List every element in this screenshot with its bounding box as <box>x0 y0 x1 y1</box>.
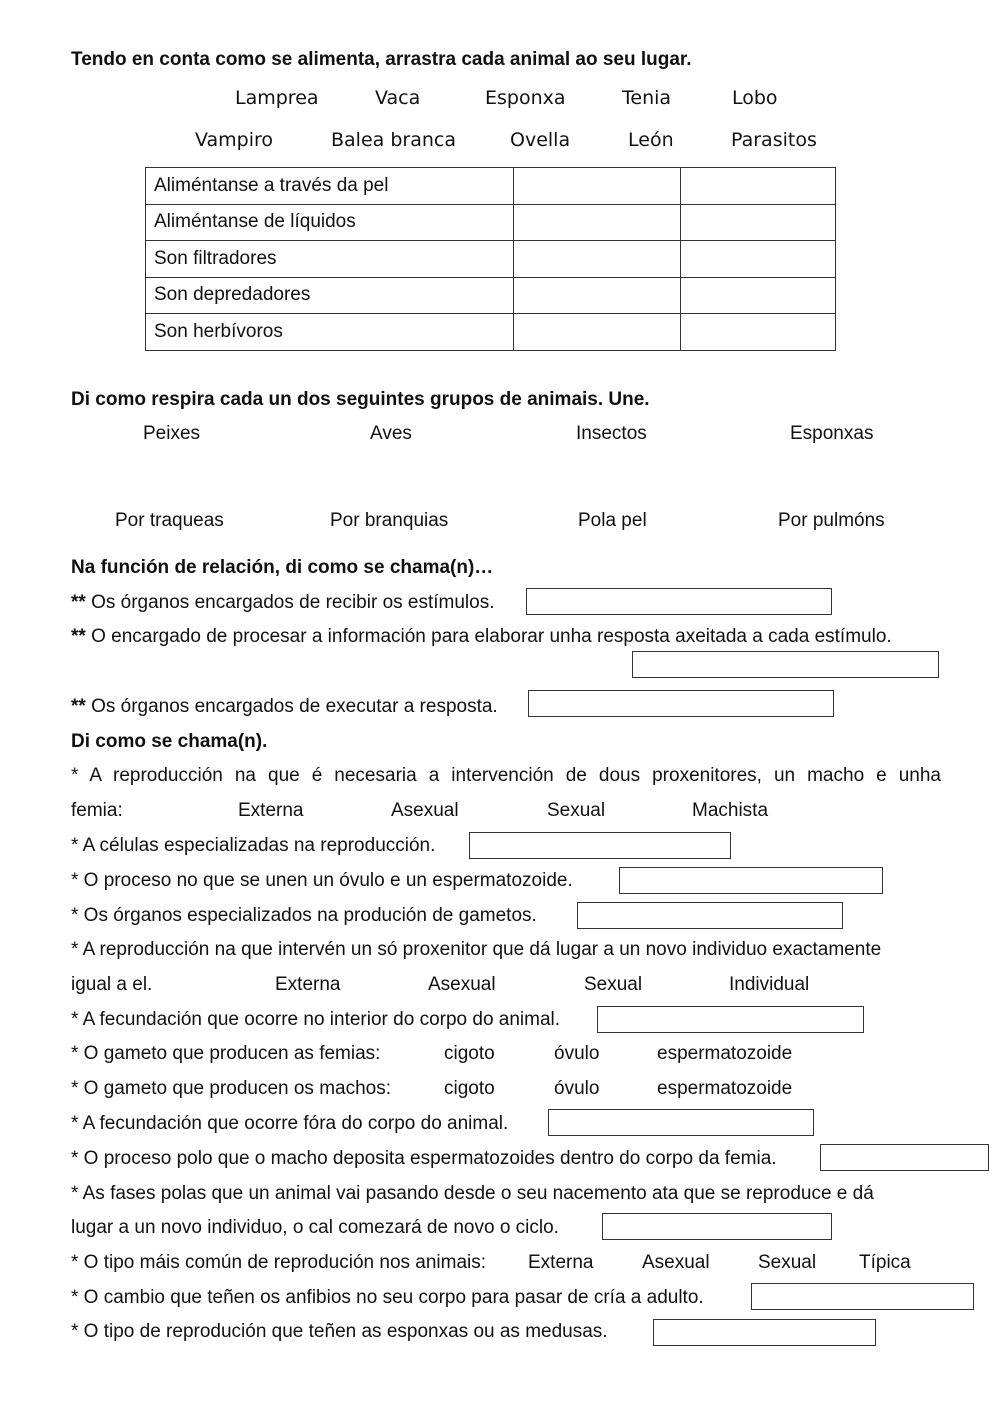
question <box>71 626 892 648</box>
match-target-pola-pel[interactable]: Pola pel <box>578 510 647 531</box>
answer-input-reproducion-esponxas[interactable] <box>653 1319 876 1346</box>
table-row <box>146 314 836 351</box>
match-item-esponxas[interactable]: Esponxas <box>790 423 874 444</box>
section1-title: Tendo en conta como se alimenta, arrastra cada animal ao seu lugar. <box>71 49 692 70</box>
table-row <box>146 204 836 241</box>
draggable-animal-esponxa[interactable]: Esponxa <box>485 87 566 109</box>
question-text: * Os órganos especializados na produción de gametos. <box>71 905 537 926</box>
answer-input-receptors[interactable] <box>526 588 832 615</box>
row-label: Son herbívoros <box>146 314 514 351</box>
match-item-insectos[interactable]: Insectos <box>576 423 647 444</box>
bullet-marker: ** <box>71 696 86 717</box>
drop-slot[interactable] <box>681 204 836 241</box>
question <box>71 696 498 718</box>
option-asexual[interactable]: Asexual <box>642 1252 710 1273</box>
question-text: * A reproducción na que intervén un só proxenitor que dá lugar a un novo individuo exactamente <box>71 939 882 960</box>
question-text: Os órganos encargados de recibir os estímulos. <box>91 592 495 613</box>
option-asexual[interactable]: Asexual <box>428 974 496 995</box>
question-text: * O proceso polo que o macho deposita espermatozoides dentro do corpo da femia. <box>71 1148 777 1169</box>
draggable-animal-balea-branca[interactable]: Balea branca <box>331 129 456 151</box>
question-text: * A células especializadas na reproducción. <box>71 835 436 856</box>
option-tipica[interactable]: Típica <box>859 1252 911 1273</box>
answer-input-gametes[interactable] <box>469 832 731 859</box>
option-cigoto[interactable]: cigoto <box>444 1078 495 1099</box>
answer-input-fecundacion[interactable] <box>619 867 883 894</box>
option-sexual[interactable]: Sexual <box>547 800 606 821</box>
question-text: * A fecundación que ocorre no interior do corpo do animal. <box>71 1009 561 1030</box>
option-asexual[interactable]: Asexual <box>391 800 459 821</box>
question-text: femia: <box>71 800 123 821</box>
answer-input-effectors[interactable] <box>528 690 834 717</box>
row-label: Aliméntanse de líquidos <box>146 204 514 241</box>
question-text: Os órganos encargados de executar a resposta. <box>91 696 498 717</box>
question-text: igual a el. <box>71 974 153 995</box>
table-row <box>146 277 836 314</box>
question-text: O encargado de procesar a información para elaborar unha resposta axeitada a cada estímulo. <box>91 626 892 647</box>
table-row <box>146 241 836 278</box>
answer-input-fecundacion-interna[interactable] <box>597 1006 864 1033</box>
option-ovulo[interactable]: óvulo <box>554 1078 600 1099</box>
match-item-peixes[interactable]: Peixes <box>143 423 201 444</box>
drop-slot[interactable] <box>681 277 836 314</box>
question-text: * O proceso no que se unen un óvulo e un espermatozoide. <box>71 870 573 891</box>
question-text: * O gameto que producen as femias: <box>71 1043 381 1064</box>
question-text: * O cambio que teñen os anfibios no seu corpo para pasar de cría a adulto. <box>71 1287 704 1308</box>
draggable-animal-parasitos[interactable]: Parasitos <box>731 129 817 151</box>
question-text: * As fases polas que un animal vai pasando desde o seu nacemento ata que se reproduce e dá <box>71 1183 874 1204</box>
answer-input-gonadas[interactable] <box>577 902 843 929</box>
question <box>71 592 495 614</box>
answer-input-fecundacion-externa[interactable] <box>548 1109 814 1136</box>
answer-input-nervous-system[interactable] <box>632 651 939 678</box>
option-ovulo[interactable]: óvulo <box>554 1043 600 1064</box>
draggable-animal-leon[interactable]: León <box>628 129 674 151</box>
question-text: * A reproducción na que é necesaria a intervención de dous proxenitores, un macho e unha <box>71 765 941 786</box>
draggable-animal-lamprea[interactable]: Lamprea <box>235 87 319 109</box>
match-target-branquias[interactable]: Por branquias <box>330 510 449 531</box>
option-espermatozoide[interactable]: espermatozoide <box>657 1078 793 1099</box>
match-target-traqueas[interactable]: Por traqueas <box>115 510 224 531</box>
drop-slot[interactable] <box>514 277 681 314</box>
drop-slot[interactable] <box>681 241 836 278</box>
option-sexual[interactable]: Sexual <box>584 974 643 995</box>
table-row <box>146 168 836 205</box>
answer-input-ciclo-vital[interactable] <box>602 1213 832 1240</box>
question-text: * O tipo máis común de reprodución nos animais: <box>71 1252 487 1273</box>
drop-slot[interactable] <box>681 314 836 351</box>
bullet-marker: ** <box>71 592 86 613</box>
option-individual[interactable]: Individual <box>729 974 810 995</box>
option-cigoto[interactable]: cigoto <box>444 1043 495 1064</box>
draggable-animal-vaca[interactable]: Vaca <box>375 87 421 109</box>
section3-title: Na función de relación, di como se chama(n)… <box>71 557 494 578</box>
drop-slot[interactable] <box>514 314 681 351</box>
draggable-animal-ovella[interactable]: Ovella <box>510 129 571 151</box>
match-item-aves[interactable]: Aves <box>370 423 412 444</box>
option-externa[interactable]: Externa <box>528 1252 594 1273</box>
row-label: Aliméntanse a través da pel <box>146 168 514 205</box>
draggable-animal-lobo[interactable]: Lobo <box>732 87 778 109</box>
row-label: Son filtradores <box>146 241 514 278</box>
bullet-marker: ** <box>71 626 86 647</box>
option-sexual[interactable]: Sexual <box>758 1252 817 1273</box>
feeding-classification-table <box>145 167 836 351</box>
option-machista[interactable]: Machista <box>692 800 769 821</box>
section4-title: Di como se chama(n). <box>71 731 268 752</box>
draggable-animal-vampiro[interactable]: Vampiro <box>195 129 274 151</box>
question-text: lugar a un novo individuo, o cal comezará de novo o ciclo. <box>71 1217 559 1238</box>
drop-slot[interactable] <box>514 204 681 241</box>
question-text: * A fecundación que ocorre fóra do corpo do animal. <box>71 1113 509 1134</box>
drop-slot[interactable] <box>514 168 681 205</box>
match-target-pulmons[interactable]: Por pulmóns <box>778 510 885 531</box>
option-espermatozoide[interactable]: espermatozoide <box>657 1043 793 1064</box>
section2-title: Di como respira cada un dos seguintes grupos de animais. Une. <box>71 389 650 410</box>
question-text: * O gameto que producen os machos: <box>71 1078 392 1099</box>
drop-slot[interactable] <box>681 168 836 205</box>
option-externa[interactable]: Externa <box>238 800 304 821</box>
draggable-animal-tenia[interactable]: Tenia <box>622 87 672 109</box>
answer-input-metamorfose[interactable] <box>751 1283 974 1310</box>
answer-input-copula[interactable] <box>820 1144 989 1171</box>
option-externa[interactable]: Externa <box>275 974 341 995</box>
drop-slot[interactable] <box>514 241 681 278</box>
question-text: * O tipo de reprodución que teñen as esponxas ou as medusas. <box>71 1321 608 1342</box>
row-label: Son depredadores <box>146 277 514 314</box>
